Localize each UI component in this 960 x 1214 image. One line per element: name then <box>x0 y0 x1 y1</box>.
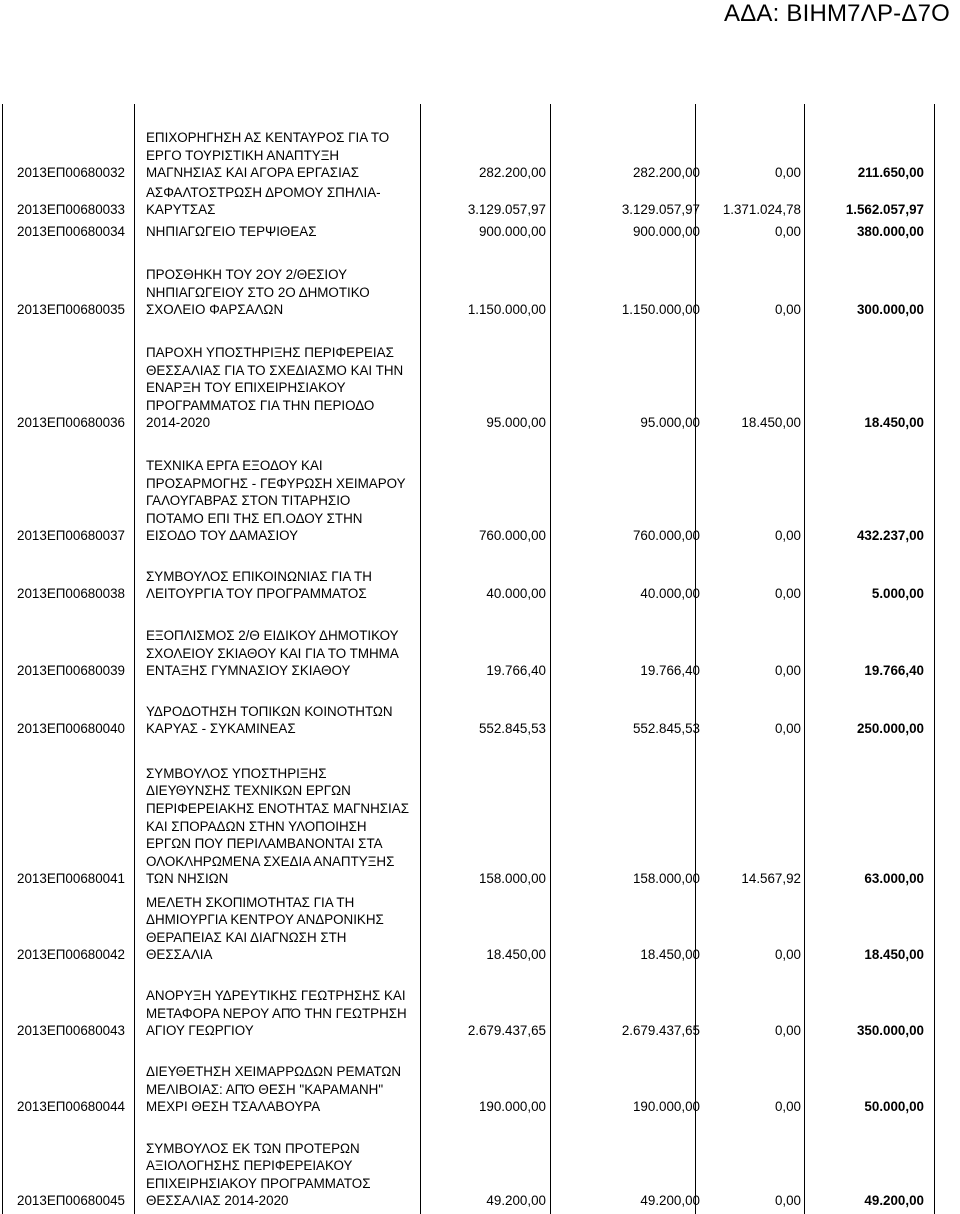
row-value-b: 158.000,00 <box>632 871 700 887</box>
table-row <box>0 182 960 219</box>
row-value-b: 900.000,00 <box>632 224 700 240</box>
row-value-b: 49.200,00 <box>640 1193 700 1209</box>
row-value-d: 350.000,00 <box>856 1023 924 1039</box>
row-value-d: 50.000,00 <box>864 1099 924 1115</box>
row-value-c: 0,00 <box>774 1023 801 1039</box>
row-code: 2013ΕΠ00680039 <box>17 663 125 679</box>
row-value-c: 0,00 <box>774 302 801 318</box>
row-value-c: 0,00 <box>774 663 801 679</box>
row-value-a: 19.766,40 <box>486 663 546 679</box>
row-value-c: 18.450,00 <box>741 415 801 431</box>
row-code: 2013ΕΠ00680041 <box>17 871 125 887</box>
row-code: 2013ΕΠ00680034 <box>17 224 125 240</box>
row-value-a: 900.000,00 <box>478 224 546 240</box>
row-code: 2013ΕΠ00680033 <box>17 202 125 218</box>
row-value-d: 19.766,40 <box>864 663 924 679</box>
row-value-a: 18.450,00 <box>486 947 546 963</box>
table-row <box>0 680 960 738</box>
row-code: 2013ΕΠ00680037 <box>17 528 125 544</box>
row-code: 2013ΕΠ00680042 <box>17 947 125 963</box>
row-value-b: 190.000,00 <box>632 1099 700 1115</box>
row-value-a: 1.150.000,00 <box>467 302 546 318</box>
row-description: ΣΥΜΒΟΥΛΟΣ ΕΚ ΤΩΝ ΠΡΟΤΕΡΩΝ ΑΞΙΟΛΟΓΗΣΗΣ ΠΕΡΙΦΕΡΕΙΑΚΟΥ ΕΠΙΧΕΙΡΗΣΙΑΚΟΥ ΠΡΟΓΡΑΜΜΑΤΟΣ ΘΕΣΣΑΛΙΑΣ 2014-2020 <box>146 1140 371 1209</box>
row-description: ΤΕΧΝΙΚΑ ΕΡΓΑ ΕΞΟΔΟΥ ΚΑΙ ΠΡΟΣΑΡΜΟΓΗΣ - ΓΕΦΥΡΩΣΗ ΧΕΙΜΑΡΟΥ ΓΑΛΟΥΓΑΒΡΑΣ ΣΤΟΝ ΤΙΤΑΡΗΣΙΟ ΠΟΤΑΜΟ ΕΠΙ ΤΗΣ ΕΠ.ΟΔΟΥ ΣΤΗΝ ΕΙΣΟΔΟ ΤΟΥ ΔΑΜΑΣΙΟΥ <box>146 458 406 544</box>
row-description: ΑΣΦΑΛΤΟΣΤΡΩΣΗ ΔΡΟΜΟΥ ΣΠΗΛΙΑ- ΚΑΡΥΤΣΑΣ <box>146 184 381 218</box>
row-code: 2013ΕΠ00680044 <box>17 1099 125 1115</box>
row-value-c: 0,00 <box>774 721 801 737</box>
row-value-c: 0,00 <box>774 586 801 602</box>
row-value-c: 0,00 <box>774 165 801 181</box>
row-code: 2013ΕΠ00680032 <box>17 165 125 181</box>
table-row <box>0 888 960 964</box>
table-row <box>0 545 960 603</box>
row-description: ΠΑΡΟΧΗ ΥΠΟΣΤΗΡΙΞΗΣ ΠΕΡΙΦΕΡΕΙΑΣ ΘΕΣΣΑΛΙΑΣ ΓΙΑ ΤΟ ΣΧΕΔΙΑΣΜΟ ΚΑΙ ΤΗΝ ΕΝΑΡΞΗ ΤΟΥ ΕΠΙΧΕΙΡΗΣΙΑΚΟΥ ΠΡΟΓΡΑΜΜΑΤΟΣ ΓΙΑ ΤΗΝ ΠΕΡΙΟΔΟ 2014-2020 <box>146 345 404 431</box>
table-row <box>0 603 960 680</box>
table-row <box>0 120 960 182</box>
row-value-a: 49.200,00 <box>486 1193 546 1209</box>
row-description: ΣΥΜΒΟΥΛΟΣ ΥΠΟΣΤΗΡΙΞΗΣ ΔΙΕΥΘΥΝΣΗΣ ΤΕΧΝΙΚΩΝ ΕΡΓΩΝ ΠΕΡΙΦΕΡΕΙΑΚΗΣ ΕΝΟΤΗΤΑΣ ΜΑΓΝΗΣΙΑΣ ΚΑΙ ΣΠΟΡΑΔΩΝ ΣΤΗΝ ΥΛΟΠΟΙΗΣΗ ΕΡΓΩΝ ΠΟΥ ΠΕΡΙΛΑΜΒΑΝΟΝΤΑΙ ΣΤΑ ΟΛΟΚΛΗΡΩΜΕΝΑ ΣΧΕΔΙΑ ΑΝΑΠΤΥΞΗΣ ΤΩΝ ΝΗΣΙΩΝ <box>146 765 409 887</box>
row-value-c: 0,00 <box>774 1099 801 1115</box>
row-value-b: 552.845,53 <box>632 721 700 737</box>
ada-header: ΑΔΑ: ΒΙΗΜ7ΛΡ-Δ7Ο <box>723 0 950 27</box>
table-row <box>0 319 960 432</box>
row-value-a: 3.129.057,97 <box>467 202 546 218</box>
row-value-a: 158.000,00 <box>478 871 546 887</box>
row-value-a: 760.000,00 <box>478 528 546 544</box>
row-value-b: 1.150.000,00 <box>621 302 700 318</box>
row-description: ΣΥΜΒΟΥΛΟΣ ΕΠΙΚΟΙΝΩΝΙΑΣ ΓΙΑ ΤΗ ΛΕΙΤΟΥΡΓΙΑ ΤΟΥ ΠΡΟΓΡΑΜΜΑΤΟΣ <box>146 568 372 602</box>
row-value-b: 95.000,00 <box>640 415 700 431</box>
row-value-d: 250.000,00 <box>856 721 924 737</box>
row-value-c: 0,00 <box>774 528 801 544</box>
row-value-c: 1.371.024,78 <box>722 202 801 218</box>
table-row <box>0 964 960 1040</box>
row-value-d: 18.450,00 <box>864 947 924 963</box>
row-value-d: 18.450,00 <box>864 415 924 431</box>
row-value-d: 49.200,00 <box>864 1193 924 1209</box>
row-description: ΑΝΟΡΥΞΗ ΥΔΡΕΥΤΙΚΗΣ ΓΕΩΤΡΗΣΗΣ ΚΑΙ ΜΕΤΑΦΟΡΑ ΝΕΡΟΥ ΑΠΌ ΤΗΝ ΓΕΩΤΡΗΣΗ ΑΓΙΟΥ ΓΕΩΡΓΙΟΥ <box>146 988 407 1039</box>
table-row <box>0 1040 960 1116</box>
row-value-b: 282.200,00 <box>632 165 700 181</box>
row-value-c: 0,00 <box>774 1193 801 1209</box>
row-value-b: 3.129.057,97 <box>621 202 700 218</box>
table-row <box>0 241 960 319</box>
row-value-d: 63.000,00 <box>864 871 924 887</box>
row-value-a: 2.679.437,65 <box>467 1023 546 1039</box>
row-code: 2013ΕΠ00680036 <box>17 415 125 431</box>
row-value-d: 300.000,00 <box>856 302 924 318</box>
row-code: 2013ΕΠ00680043 <box>17 1023 125 1039</box>
row-value-c: 14.567,92 <box>741 871 801 887</box>
row-description: ΕΞΟΠΛΙΣΜΟΣ 2/Θ ΕΙΔΙΚΟΥ ΔΗΜΟΤΙΚΟΥ ΣΧΟΛΕΙΟΥ ΣΚΙΑΘΟΥ ΚΑΙ ΓΙΑ ΤΟ ΤΜΗΜΑ ΕΝΤΑΞΗΣ ΓΥΜΝΑΣΙΟΥ ΣΚΙΑΘΟΥ <box>146 628 399 679</box>
row-value-d: 380.000,00 <box>856 224 924 240</box>
row-description: ΕΠΙΧΟΡΗΓΗΣΗ ΑΣ ΚΕΝΤΑΥΡΟΣ ΓΙΑ ΤΟ ΕΡΓΟ ΤΟΥΡΙΣΤΙΚΗ ΑΝΑΠΤΥΞΗ ΜΑΓΝΗΣΙΑΣ ΚΑΙ ΑΓΟΡΑ ΕΡΓΑΣΙΑΣ <box>146 130 390 181</box>
row-value-d: 432.237,00 <box>856 528 924 544</box>
row-value-a: 282.200,00 <box>478 165 546 181</box>
row-value-d: 5.000,00 <box>871 586 924 602</box>
row-code: 2013ΕΠ00680035 <box>17 302 125 318</box>
row-value-c: 0,00 <box>774 947 801 963</box>
row-value-a: 552.845,53 <box>478 721 546 737</box>
row-description: ΝΗΠΙΑΓΩΓΕΙΟ ΤΕΡΨΙΘΕΑΣ <box>146 224 317 240</box>
row-code: 2013ΕΠ00680038 <box>17 586 125 602</box>
row-code: 2013ΕΠ00680045 <box>17 1193 125 1209</box>
row-value-a: 190.000,00 <box>478 1099 546 1115</box>
row-value-d: 1.562.057,97 <box>845 202 924 218</box>
row-value-b: 40.000,00 <box>640 586 700 602</box>
row-value-b: 18.450,00 <box>640 947 700 963</box>
table-row <box>0 1116 960 1210</box>
row-value-d: 211.650,00 <box>857 165 924 181</box>
row-description: ΜΕΛΕΤΗ ΣΚΟΠΙΜΟΤΗΤΑΣ ΓΙΑ ΤΗ ΔΗΜΙΟΥΡΓΙΑ ΚΕΝΤΡΟΥ ΑΝΔΡΟΝΙΚΗΣ ΘΕΡΑΠΕΙΑΣ ΚΑΙ ΔΙΑΓΝΩΣΗ ΣΤΗ ΘΕΣΣΑΛΙΑ <box>146 894 384 963</box>
row-description: ΥΔΡΟΔΟΤΗΣΗ ΤΟΠΙΚΩΝ ΚΟΙΝΟΤΗΤΩΝ ΚΑΡΥΑΣ - ΣΥΚΑΜΙΝΕΑΣ <box>146 703 393 737</box>
row-description: ΠΡΟΣΘΗΚΗ ΤΟΥ 2ΟΥ 2/ΘΕΣΙΟΥ ΝΗΠΙΑΓΩΓΕΙΟΥ ΣΤΟ 2Ο ΔΗΜΟΤΙΚΟ ΣΧΟΛΕΙΟ ΦΑΡΣΑΛΩΝ <box>146 267 370 318</box>
row-value-b: 760.000,00 <box>632 528 700 544</box>
table-row <box>0 219 960 241</box>
row-value-a: 40.000,00 <box>486 586 546 602</box>
row-value-b: 2.679.437,65 <box>621 1023 700 1039</box>
row-value-c: 0,00 <box>774 224 801 240</box>
row-value-a: 95.000,00 <box>486 415 546 431</box>
row-description: ΔΙΕΥΘΕΤΗΣΗ ΧΕΙΜΑΡΡΩΔΩΝ ΡΕΜΑΤΩΝ ΜΕΛΙΒΟΙΑΣ: ΑΠΌ ΘΕΣΗ "ΚΑΡΑΜΑΝΗ" ΜΕΧΡΙ ΘΕΣΗ ΤΣΑΛΑΒΟΥΡΑ <box>146 1064 402 1115</box>
row-value-b: 19.766,40 <box>640 663 700 679</box>
row-code: 2013ΕΠ00680040 <box>17 721 125 737</box>
table-row <box>0 432 960 545</box>
table-row <box>0 738 960 888</box>
